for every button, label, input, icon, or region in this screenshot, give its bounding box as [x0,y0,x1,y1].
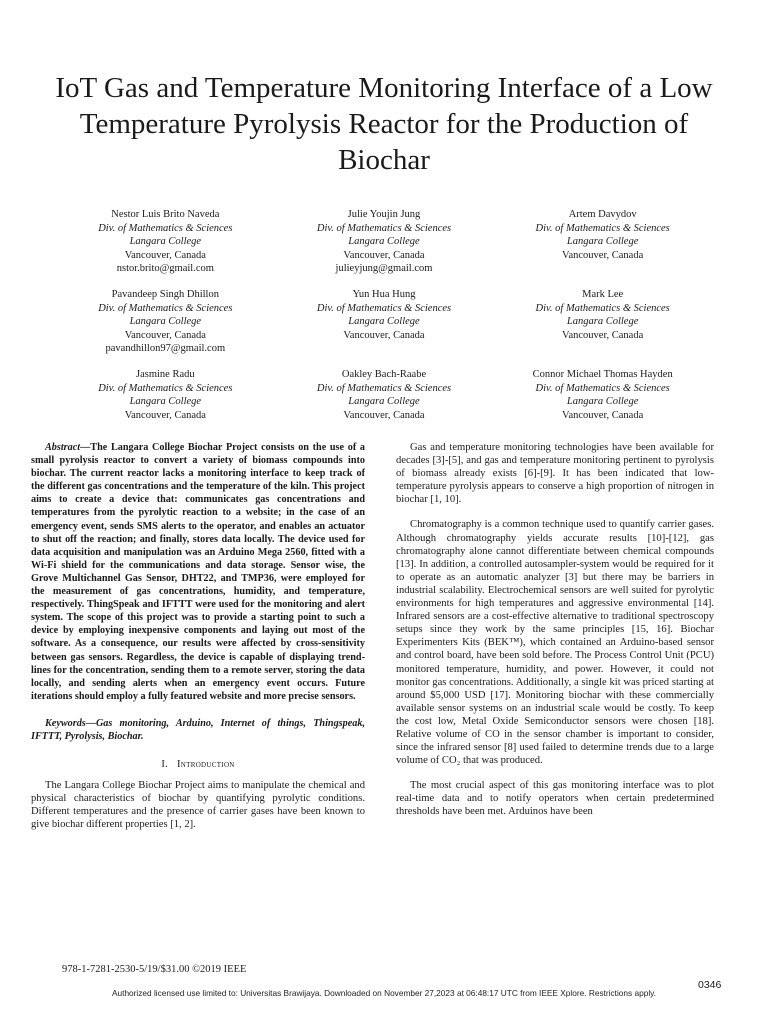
author-location: Vancouver, Canada [343,249,425,261]
section-title: Introduction [176,759,235,771]
author-card [56,368,275,422]
left-column [31,441,365,844]
author-email[interactable]: nstor.brito@gmail.com [116,263,214,275]
body-paragraph: The most crucial aspect of this gas monitoring interface was to plot real-time data and to notify operators when certain predetermined thresholds have been met. Arduinos have been [396,780,714,818]
author-email[interactable]: julieyjung@gmail.com [335,263,433,275]
author-location: Vancouver, Canada [562,409,644,421]
body-paragraph: Chromatography is a common technique used to quantify carrier gases. Although chromatography yields accurate results [10]-[12], gas chromatography alone cannot differentiate between chemical compounds [13]. In addition, a controlled autosampler-system would be required for it to operate as an automatic analyzer [3] but there may be barriers in industrial scalability. Electrochemical sensors are well suited for pyrolytic environments for high temperatures and aggressive environmental [14]. Infrared sensors are a cost-effective alternative to traditional spectroscopy setups since they work by the same principles [15, 16]. Biochar Experimenters Kits (BEK™), which contained an Arduino-based sensor and control board, have been sold before. The Process Control Unit (PCU) monitored temperature, humidity, and power. However, it could not monitor gas concentrations. Additionally, a single kit was priced starting at around $5,000 USD [17]. Monitoring biochar with these commercially available sensor systems on an industrial scale would be costly. To keep the cost low, Metal Oxide Semiconductor sensors were chosen [18]. Relative volume of CO in the sensor chamber is important to consider, since the infrared sensor [8] used failed to determine trends due to a large volume of CO₂ that was produced. [396,519,714,767]
author-location: Vancouver, Canada [124,409,206,421]
footer-isbn: 978-1-7281-2530-5/19/$31.00 ©2019 IEEE [62,964,247,975]
author-card [493,208,712,276]
author-card [56,288,275,356]
author-dept: Div. of Mathematics & Sciences [98,382,233,394]
abstract-text: The Langara College Biochar Project consists on the use of a small pyrolysis reactor to convert a variety of biomass compounds into biochar. The current reactor lacks a monitoring interface to keep track of the different gas concentrations and the temperature of the kiln. This project aims to create a device that: communicates gas concentrations and temperatures from the pyrolytic reaction to a website; in the case of an emergency event, sends SMS alerts to the operator, and enables an actuator to shut off the reaction; and finally, stores data locally. The device used for data acquisition and manipulation was an Arduino Mega 2560, fitted with a Wi-Fi shield for the communications and data storage. Sensor wise, the Grove Multichannel Gas Sensor, DHT22, and TMP36, were employed for the measurement of gas concentrations, humidity, and temperature, respectively. ThingSpeak and IFTTT were used for the monitoring and alert system. The scope of this project was to provide a starting point to such a device by employing inexpensive components and laying out most of the software. As a consequence, our results were affected by cross-sensitivity between gas sensors. Regardless, the device is capable of displaying trend-lines for the concentration, sending them to a remote server, storing the data locally, and sending alerts when an emergency event occurs. Future iterations should employ a fully featured website and more precise sensors. [31,442,365,702]
author-dept: Div. of Mathematics & Sciences [316,302,452,314]
abstract-lead: Abstract— [45,442,91,453]
section-heading [31,758,365,771]
author-card [56,208,275,276]
author-location: Vancouver, Canada [343,409,425,421]
author-org: Langara College [566,316,639,328]
author-location: Vancouver, Canada [562,329,644,341]
author-org: Langara College [129,236,202,248]
section-number: I. [161,759,169,771]
author-dept: Div. of Mathematics & Sciences [98,222,233,234]
author-location: Vancouver, Canada [562,249,644,261]
author-name: Artem Davydov [568,209,637,220]
author-org: Langara College [566,396,639,408]
author-email[interactable]: pavandhillon97@gmail.com [105,343,226,355]
author-org: Langara College [348,236,420,248]
body-paragraph: Gas and temperature monitoring technologies have been available for decades [3]-[5], and gas and temperature monitoring pertinent to pyrolysis of biomass already exists [6]-[9]. It has been indicated that low-temperature pyrolysis appears to conserve a high proportion of nitrogen in biochar [1, 10]. [396,442,714,506]
author-dept: Div. of Mathematics & Sciences [316,382,452,394]
author-card [275,368,494,422]
author-dept: Div. of Mathematics & Sciences [535,302,670,314]
author-card [275,288,494,356]
author-card [275,208,494,276]
author-name: Oakley Bach-Raabe [341,368,427,380]
author-name: Pavandeep Singh Dhillon [111,288,219,300]
author-org: Langara College [129,396,202,408]
author-dept: Div. of Mathematics & Sciences [535,222,670,234]
keywords: Keywords—Gas monitoring, Arduino, Internet of things, Thingspeak, IFTTT, Pyrolysis, Biochar. [31,717,365,742]
abstract [31,441,365,703]
author-dept: Div. of Mathematics & Sciences [98,302,233,314]
page-number: 0346 [698,979,722,991]
author-org: Langara College [348,316,420,328]
author-card [493,288,712,356]
author-block [56,208,712,422]
right-column [396,441,714,831]
license-notice: Authorized licensed use limited to: Universitas Brawijaya. Downloaded on November 27,2023 at 06:48:17 UTC from IEEE Xplore. Restrictions apply. [111,988,657,998]
author-org: Langara College [566,236,639,248]
author-card [493,368,712,422]
author-dept: Div. of Mathematics & Sciences [535,382,670,394]
author-dept: Div. of Mathematics & Sciences [316,222,452,234]
author-location: Vancouver, Canada [343,329,425,341]
author-org: Langara College [348,396,420,408]
author-name: Nestor Luis Brito Naveda [111,209,220,220]
author-name: Mark Lee [582,288,624,300]
author-name: Yun Hua Hung [352,288,416,300]
author-location: Vancouver, Canada [124,249,206,261]
author-name: Julie Youjin Jung [347,209,421,220]
paper-title: IoT Gas and Temperature Monitoring Interface of a Low Temperature Pyrolysis Reactor for the Production of Biochar [55,72,713,176]
author-org: Langara College [129,316,202,328]
author-name: Jasmine Radu [136,368,195,380]
author-location: Vancouver, Canada [124,329,206,341]
intro-paragraph: The Langara College Biochar Project aims to manipulate the chemical and physical characteristics of biochar by quantifying pyrolytic conditions. Different temperatures and the presence of carrier gases have been known to give biochar different properties [1, 2]. [31,780,365,831]
author-name: Connor Michael Thomas Hayden [532,368,673,380]
